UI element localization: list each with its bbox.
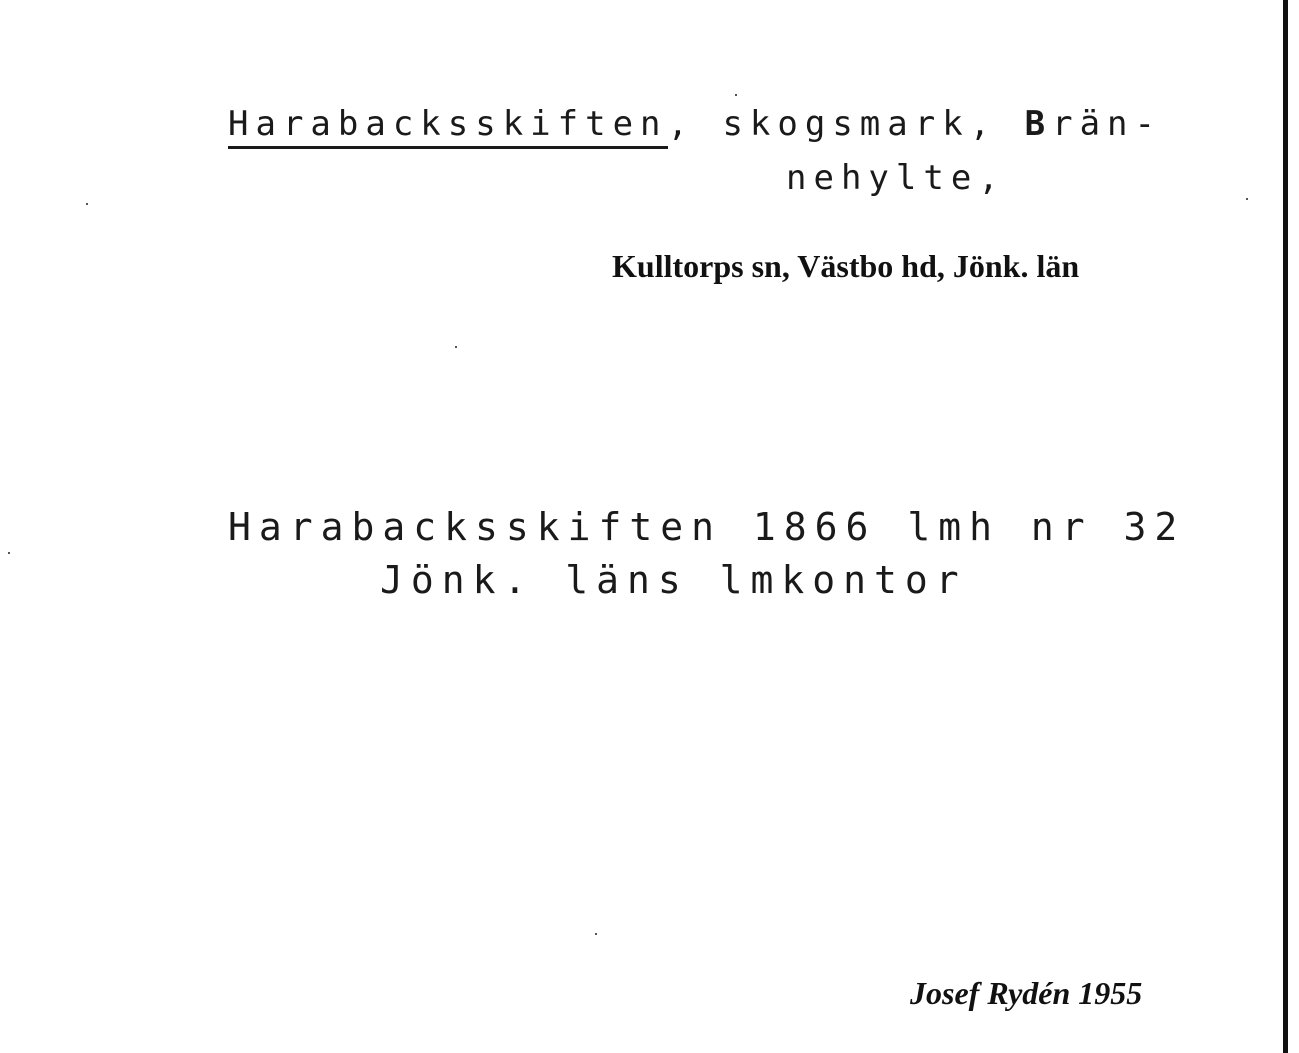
speck [86, 203, 88, 205]
signature-stamp: Josef Rydén 1955 [910, 975, 1143, 1011]
place-name-part: rän- [1052, 104, 1162, 144]
source-line-2: Jönk. läns lmkontor [380, 558, 967, 602]
card-edge [1283, 0, 1288, 1053]
headword-description: , skogsmark, [667, 104, 1025, 144]
headword-line [228, 104, 1162, 144]
speck [735, 94, 737, 96]
speck [595, 933, 597, 935]
location-stamp: Kulltorps sn, Västbo hd, Jönk. län [612, 248, 1080, 284]
headword: Harabacksskiften [228, 104, 668, 149]
speck [455, 346, 457, 348]
place-initial: B [1024, 104, 1053, 144]
source-line-1: Harabacksskiften 1866 lmh nr 32 [228, 505, 1186, 549]
speck [8, 552, 10, 554]
place-name-continuation: nehylte, [786, 158, 1006, 198]
speck [1246, 198, 1248, 200]
